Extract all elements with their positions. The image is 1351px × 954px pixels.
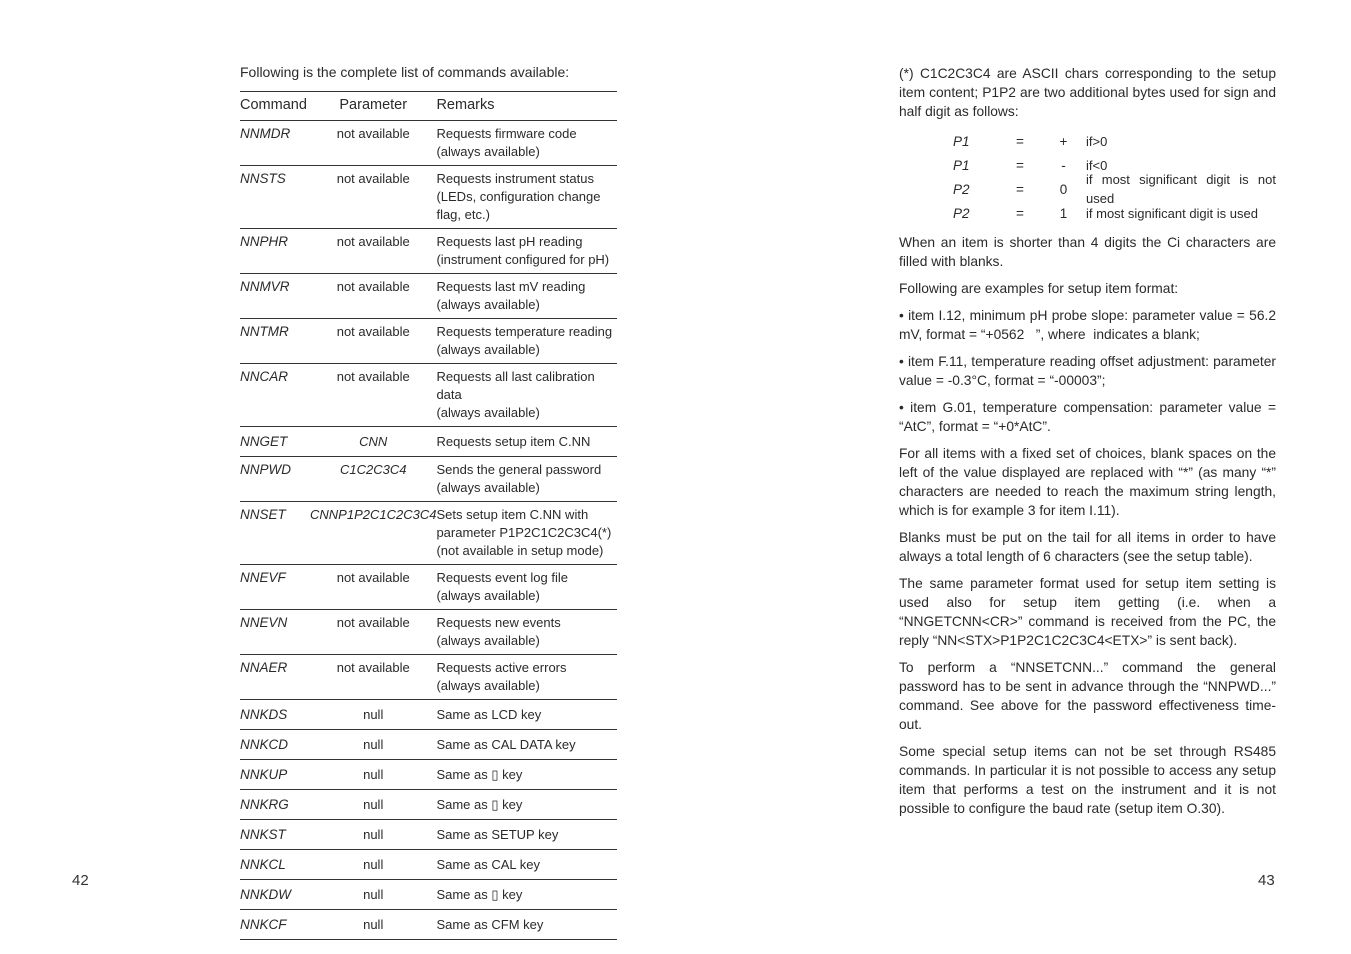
parameter-cell: not available	[310, 121, 436, 166]
remarks-cell	[436, 850, 617, 880]
parameter-cell: not available	[310, 274, 436, 319]
parameter-cell: C1C2C3C4	[310, 457, 436, 502]
command-cell: NNKDW	[240, 880, 310, 910]
remarks-cell	[436, 319, 617, 364]
remarks-line: Sets setup item C.NN with	[436, 507, 589, 522]
parameter-cell: null	[310, 820, 436, 850]
command-cell: NNPHR	[240, 229, 310, 274]
p-description: if most significant digit is used	[1086, 205, 1258, 221]
command-cell: NNGET	[240, 427, 310, 457]
remarks-cell	[436, 565, 617, 610]
p-row	[953, 201, 1276, 225]
remarks-line: Same as CAL key	[436, 857, 541, 872]
commands-intro: Following is the complete list of commands available:	[240, 64, 570, 80]
commands-table	[240, 91, 617, 940]
remarks-cell	[436, 730, 617, 760]
p-equals: =	[1016, 133, 1024, 149]
table-row	[240, 655, 617, 700]
example-item-i12: • item I.12, minimum pH probe slope: parameter value = 56.2 mV, format = “+0562 ”, where indicates a blank;	[899, 308, 1276, 342]
parameter-cell: null	[310, 730, 436, 760]
header-remarks: Remarks	[436, 92, 617, 121]
parameter-cell: CNN	[310, 427, 436, 457]
command-cell: NNKCD	[240, 730, 310, 760]
remarks-line: Same as ▯ key	[436, 887, 523, 902]
command-cell: NNEVF	[240, 565, 310, 610]
example-item-f11: • item F.11, temperature reading offset adjustment: parameter value = -0.3°C, format = “-00003”;	[899, 354, 1276, 388]
remarks-cell	[436, 910, 617, 940]
remarks-line: (always available)	[436, 633, 540, 648]
parameter-cell: null	[310, 760, 436, 790]
remarks-line: Same as ▯ key	[436, 767, 523, 782]
remarks-line: (not available in setup mode)	[436, 543, 604, 558]
remarks-line: Requests setup item C.NN	[436, 434, 591, 449]
remarks-line: (LEDs, configuration change flag, etc.)	[436, 189, 601, 222]
command-cell: NNTMR	[240, 319, 310, 364]
p-symbol: P1	[953, 157, 970, 173]
remarks-line: Same as ▯ key	[436, 797, 523, 812]
special-items-paragraph: Some special setup items can not be set through RS485 commands. In particular it is not possible to access any setup item that performs a test on the instrument and it is not possible to configure the baud rate (setup item O.30).	[899, 744, 1276, 816]
remarks-line: (always available)	[436, 678, 540, 693]
parameter-cell: not available	[310, 565, 436, 610]
remarks-line: Requests last mV reading	[436, 279, 586, 294]
table-row	[240, 364, 617, 427]
tail-blanks-paragraph: Blanks must be put on the tail for all items in order to have always a total length of 6 characters (see the setup table).	[899, 530, 1276, 564]
parameter-cell: not available	[310, 166, 436, 229]
parameter-cell: CNNP1P2C1C2C3C4	[310, 502, 436, 565]
page-number-right: 43	[1258, 872, 1275, 889]
table-row	[240, 700, 617, 730]
remarks-cell	[436, 502, 617, 565]
remarks-cell	[436, 457, 617, 502]
p-row	[953, 129, 1276, 153]
remarks-cell	[436, 274, 617, 319]
command-cell: NNKCL	[240, 850, 310, 880]
p-value: +	[1059, 133, 1068, 149]
remarks-line: Requests active errors	[436, 660, 567, 675]
parameter-cell: not available	[310, 655, 436, 700]
left-page	[0, 0, 675, 954]
parameter-cell: null	[310, 850, 436, 880]
table-row	[240, 790, 617, 820]
command-cell: NNKST	[240, 820, 310, 850]
table-row	[240, 880, 617, 910]
remarks-line: Sends the general password	[436, 462, 602, 477]
right-page	[675, 0, 1351, 954]
command-cell: NNMDR	[240, 121, 310, 166]
table-row	[240, 166, 617, 229]
p-value: 1	[1059, 205, 1068, 221]
p-row	[953, 172, 1276, 206]
parameter-cell: not available	[310, 364, 436, 427]
p-equals: =	[1016, 181, 1024, 197]
remarks-line: Requests last pH reading	[436, 234, 583, 249]
remarks-cell	[436, 880, 617, 910]
remarks-cell	[436, 610, 617, 655]
table-row	[240, 457, 617, 502]
parameter-cell: null	[310, 880, 436, 910]
p-value: -	[1061, 157, 1066, 173]
parameter-cell: not available	[310, 229, 436, 274]
command-cell: NNSTS	[240, 166, 310, 229]
parameter-cell: null	[310, 910, 436, 940]
remarks-line: Same as LCD key	[436, 707, 542, 722]
remarks-line: (always available)	[436, 588, 540, 603]
table-header-row	[240, 92, 617, 121]
table-row	[240, 121, 617, 166]
table-row	[240, 610, 617, 655]
password-paragraph: To perform a “NNSETCNN...” command the general password has to be sent in advance through the “NNPWD...” command. See above for the password effectiveness time-out.	[899, 660, 1276, 732]
blanks-paragraph: When an item is shorter than 4 digits the Ci characters are filled with blanks.	[899, 235, 1276, 269]
remarks-line: Requests instrument status	[436, 171, 594, 186]
table-row	[240, 820, 617, 850]
table-row	[240, 565, 617, 610]
table-row	[240, 274, 617, 319]
command-cell: NNKUP	[240, 760, 310, 790]
page-number-left: 42	[72, 872, 89, 889]
remarks-line: Requests new events	[436, 615, 561, 630]
remarks-line: Same as CAL DATA key	[436, 737, 576, 752]
example-item-g01: • item G.01, temperature compensation: parameter value = “AtC”, format = “+0*AtC”.	[899, 400, 1276, 434]
command-cell: NNKDS	[240, 700, 310, 730]
same-format-paragraph: The same parameter format used for setup item setting is used also for setup item getting (i.e. when a “NNGETCNN<CR>” command is received from the PC, the reply “NN<STX>P1P2C1C2C3C4<ETX>” is sent back).	[899, 576, 1276, 648]
remarks-line: Same as SETUP key	[436, 827, 559, 842]
examples-intro: Following are examples for setup item format:	[899, 281, 1179, 296]
remarks-line: (always available)	[436, 342, 540, 357]
remarks-line: (always available)	[436, 297, 540, 312]
command-cell: NNCAR	[240, 364, 310, 427]
remarks-line: Same as CFM key	[436, 917, 544, 932]
remarks-cell	[436, 700, 617, 730]
command-cell: NNMVR	[240, 274, 310, 319]
table-row	[240, 427, 617, 457]
parameter-cell: not available	[310, 319, 436, 364]
remarks-cell	[436, 760, 617, 790]
parameter-cell: not available	[310, 610, 436, 655]
remarks-line: parameter P1P2C1C2C3C4(*)	[436, 525, 612, 540]
table-row	[240, 319, 617, 364]
p-bytes-table	[953, 129, 1276, 225]
remarks-line: (always available)	[436, 405, 540, 420]
table-row	[240, 730, 617, 760]
remarks-line: (instrument configured for pH)	[436, 252, 610, 267]
p-symbol: P2	[953, 205, 970, 221]
p-symbol: P1	[953, 133, 970, 149]
right-column	[899, 64, 1276, 826]
header-command: Command	[240, 92, 310, 121]
table-row	[240, 502, 617, 565]
remarks-line: Requests temperature reading	[436, 324, 613, 339]
table-row	[240, 760, 617, 790]
command-cell: NNKRG	[240, 790, 310, 820]
table-row	[240, 850, 617, 880]
remarks-cell	[436, 427, 617, 457]
remarks-cell	[436, 166, 617, 229]
table-row	[240, 229, 617, 274]
remarks-cell	[436, 790, 617, 820]
parameter-cell: null	[310, 700, 436, 730]
remarks-line: Requests event log file	[436, 570, 568, 585]
command-cell: NNSET	[240, 502, 310, 565]
remarks-line: Requests firmware code	[436, 126, 577, 141]
p-symbol: P2	[953, 181, 970, 197]
command-cell: NNPWD	[240, 457, 310, 502]
commands-table-body	[240, 121, 617, 940]
p-description: if>0	[1086, 133, 1108, 149]
p-description: if<0	[1086, 157, 1108, 173]
header-parameter: Parameter	[310, 92, 436, 121]
command-cell: NNAER	[240, 655, 310, 700]
remarks-cell	[436, 229, 617, 274]
remarks-line: (always available)	[436, 144, 540, 159]
remarks-line: Requests all last calibration data	[436, 369, 595, 402]
remarks-cell	[436, 655, 617, 700]
p-equals: =	[1016, 205, 1024, 221]
remarks-cell	[436, 121, 617, 166]
fixed-choices-paragraph: For all items with a fixed set of choices, blank spaces on the left of the value displayed are replaced with “*” (as many “*” characters are needed to reach the maximum string length, which is for example 3 for item I.11).	[899, 446, 1276, 518]
command-cell: NNKCF	[240, 910, 310, 940]
parameter-cell: null	[310, 790, 436, 820]
p-equals: =	[1016, 157, 1024, 173]
remarks-cell	[436, 820, 617, 850]
note-paragraph: (*) C1C2C3C4 are ASCII chars corresponding to the setup item content; P1P2 are two additional bytes used for sign and half digit as follows:	[899, 66, 1276, 119]
p-value: 0	[1059, 181, 1068, 197]
p-description: if most significant digit is not used	[1086, 172, 1276, 206]
command-cell: NNEVN	[240, 610, 310, 655]
remarks-cell	[436, 364, 617, 427]
remarks-line: (always available)	[436, 480, 540, 495]
table-row	[240, 910, 617, 940]
